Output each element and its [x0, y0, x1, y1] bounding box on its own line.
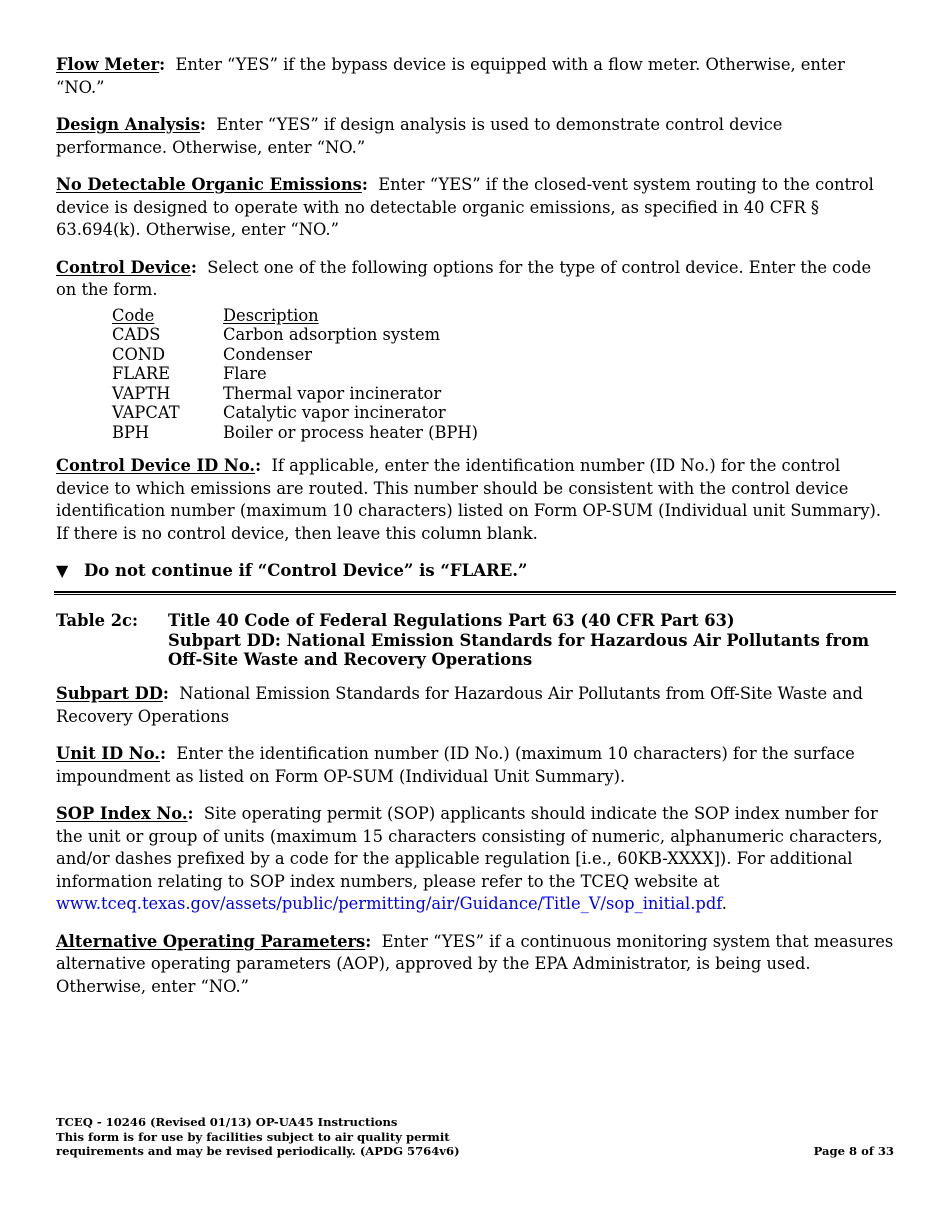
description-cell: Boiler or process heater (BPH) [223, 422, 478, 442]
design-analysis-term: Design Analysis [56, 115, 200, 134]
page-number: Page 8 of 33 [813, 1144, 894, 1158]
table-2c-label: Table 2c: [56, 611, 138, 630]
description-cell: Thermal vapor incinerator [223, 383, 442, 403]
table-2c-title [168, 611, 896, 670]
down-triangle-icon: ▼ [56, 561, 69, 580]
flare-note [56, 560, 896, 583]
code-cell: BPH [112, 422, 150, 442]
subpart-dd-paragraph: Subpart DD: National Emission Standards for Hazardous Air Pollutants from Off-Site Waste and Recovery Operations [56, 684, 863, 726]
code-cell: VAPCAT [112, 403, 180, 422]
no-detectable-paragraph: No Detectable Organic Emissions: Enter “YES” if the closed-vent system routing to the control device is designed to operate with no detectable organic emissions, as specified in 40 CFR § 63.694(k). Otherwise, enter “NO.” [56, 175, 874, 239]
sop-index-paragraph: SOP Index No.: Site operating permit (SOP) applicants should indicate the SOP index number for the unit or group of units (maximum 15 characters consisting of numeric, alphanumeric characters, and/or dashes prefixed by a code for the applicable regulation [i.e., 60KB-XXXX]). For additional information relating to SOP index numbers, please refer to the TCEQ website at www.tceq.texas.gov/assets/public/permitting/air/Guidance/Title_V/sop_initial.pdf. [56, 804, 883, 913]
sop-index-text: Site operating permit (SOP) applicants should indicate the SOP index number for the unit or group of units (maximum 15 characters consisting of numeric, alphanumeric characters, and/or dashes prefixed by a code for the applicable regulation [i.e., 60KB-XXXX]). For additional information relating to SOP index numbers, please refer to the TCEQ website at [56, 804, 883, 891]
page-footer [56, 1115, 894, 1159]
code-column-header: Code [112, 305, 155, 325]
sop-link-suffix: . [721, 894, 727, 913]
unit-id-term: Unit ID No. [56, 744, 160, 763]
flow-meter-text: Enter “YES” if the bypass device is equipped with a flow meter. Otherwise, enter “NO.” [56, 55, 845, 97]
footer-notice-line: requirements and may be revised periodically. (APDG 5764v6) [56, 1144, 460, 1158]
instructions-body [56, 54, 896, 583]
code-cell: FLARE [112, 364, 171, 383]
description-column-header: Description [223, 305, 319, 325]
control-device-id-term: Control Device ID No. [56, 456, 256, 475]
control-device-code-table [112, 306, 478, 443]
footer-notice-line: This form is for use by facilities subject to air quality permit [56, 1129, 450, 1144]
aop-paragraph: Alternative Operating Parameters: Enter “YES” if a continuous monitoring system that measures alternative operating parameters (AOP), approved by the EPA Administrator, is being used. Otherwise, enter “NO.” [56, 931, 894, 996]
code-cell: COND [112, 344, 166, 364]
control-device-text: Select one of the following options for the type of control device. Enter the code on the form. [56, 257, 872, 299]
unit-id-text: Enter the identification number (ID No.) (maximum 10 characters) for the surface impoundment as listed on Form OP-SUM (Individual Unit Summary). [56, 744, 855, 786]
flow-meter-paragraph: Flow Meter: Enter “YES” if the bypass device is equipped with a flow meter. Otherwise, enter “NO.” [56, 55, 845, 97]
design-analysis-text: Enter “YES” if design analysis is used to demonstrate control device performance. Otherwise, enter “NO.” [56, 115, 783, 157]
code-cell: CADS [112, 325, 161, 344]
table-row [112, 423, 478, 443]
tceq-sop-link[interactable]: www.tceq.texas.gov/assets/public/permitting/air/Guidance/Title_V/sop_initial.pdf [56, 894, 722, 913]
table-row [112, 345, 478, 365]
table-2c-title-line: Subpart DD: National Emission Standards for Hazardous Air Pollutants from [168, 630, 870, 650]
aop-text: Enter “YES” if a continuous monitoring system that measures alternative operating parameters (AOP), approved by the EPA Administrator, is being used. Otherwise, enter “NO.” [56, 931, 894, 996]
aop-term: Alternative Operating Parameters [56, 931, 366, 951]
description-cell: Flare [223, 364, 267, 383]
table-row [112, 384, 478, 404]
code-table-header [112, 306, 478, 326]
description-cell: Carbon adsorption system [223, 325, 441, 344]
no-detectable-term: No Detectable Organic Emissions [56, 175, 362, 194]
control-device-id-paragraph: Control Device ID No.: If applicable, enter the identification number (ID No.) for the control device to which emissions are routed. This number should be consistent with the control device identification number (maximum 10 characters) listed on Form OP-SUM (Individual unit Summary). If there is no control device, then leave this column blank. [56, 456, 882, 543]
sop-index-term: SOP Index No. [56, 804, 188, 823]
table-2c-title-line: Off-Site Waste and Recovery Operations [168, 650, 533, 669]
table-2c-instructions [56, 683, 896, 1013]
code-cell: VAPTH [112, 383, 171, 403]
control-device-paragraph: Control Device: Select one of the following options for the type of control device. Enter the code on the form. [56, 257, 872, 299]
subpart-dd-text: National Emission Standards for Hazardous Air Pollutants from Off-Site Waste and Recovery Operations [56, 684, 863, 726]
control-device-term: Control Device [56, 257, 191, 277]
table-row [112, 403, 478, 423]
section-divider [54, 591, 896, 595]
table-row [112, 364, 478, 384]
no-detectable-text: Enter “YES” if the closed-vent system routing to the control device is designed to operate with no detectable organic emissions, as specified in 40 CFR § 63.694(k). Otherwise, enter “NO.” [56, 175, 874, 239]
flow-meter-term: Flow Meter [56, 55, 160, 74]
footer-form-id: TCEQ - 10246 (Revised 01/13) OP-UA45 Instructions [56, 1115, 398, 1129]
subpart-dd-term: Subpart DD [56, 684, 163, 703]
table-2c-title-line: Title 40 Code of Federal Regulations Part 63 (40 CFR Part 63) [168, 611, 735, 630]
table-row [112, 325, 478, 345]
description-cell: Catalytic vapor incinerator [223, 403, 446, 422]
control-device-id-text: If applicable, enter the identification number (ID No.) for the control device to which emissions are routed. This number should be consistent with the control device identification number (maximum 10 characters) listed on Form OP-SUM (Individual unit Summary). If there is no control device, then leave this column blank. [56, 456, 882, 543]
flare-note-text: Do not continue if “Control Device” is “FLARE.” [84, 561, 528, 580]
unit-id-paragraph: Unit ID No.: Enter the identification number (ID No.) (maximum 10 characters) for the surface impoundment as listed on Form OP-SUM (Individual Unit Summary). [56, 744, 855, 786]
description-cell: Condenser [223, 344, 313, 364]
design-analysis-paragraph: Design Analysis: Enter “YES” if design analysis is used to demonstrate control device performance. Otherwise, enter “NO.” [56, 115, 783, 157]
